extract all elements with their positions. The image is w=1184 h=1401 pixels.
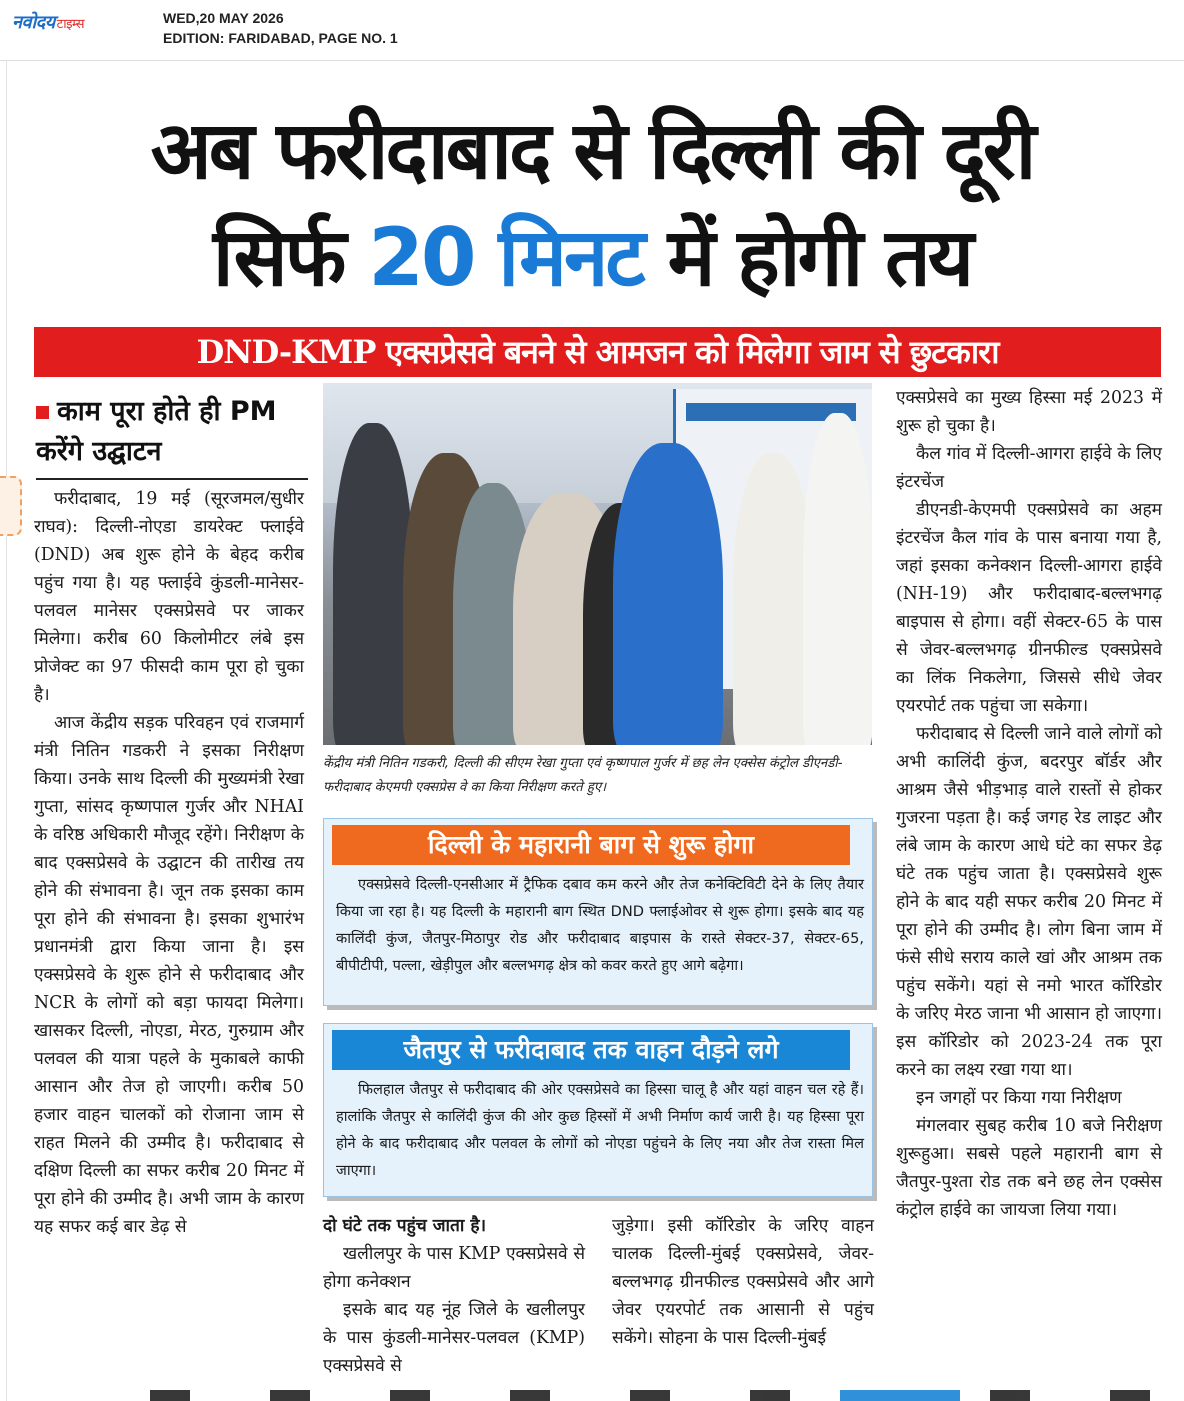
edition-info [163,8,398,48]
masthead-bar [0,0,1184,61]
paragraph: आज केंद्रीय सड़क परिवहन एवं राजमार्ग मंत्री नितिन गडकरी ने इसका निरीक्षण किया। उनके साथ दिल्ली की मुख्यमंत्री रेखा गुप्ता, सांसद कृष्णपाल गुर्जर और NHAI के वरिष्ठ अधिकारी मौजूद रहेंगे। निरीक्षण के बाद एक्सप्रेसवे के उद्घाटन की तारीख तय होने की संभावना है। जून तक इसका काम पूरा होने की संभावना है। इसका शुभारंभ प्रधानमंत्री द्वारा किया जाना है। इस एक्सप्रेसवे के शुरू होने से फरीदाबाद और NCR के लोगों को बड़ा फायदा मिलेगा। खासकर दिल्ली, नोएडा, मेरठ, गुरुग्राम और पलवल की यात्रा पहले के मुकाबले काफी आसान और तेज हो जाएगी। करीब 50 हजार वाहन चालकों को रोजाना जाम से राहत मिलने की उम्मीद है। फरीदाबाद से दक्षिण दिल्ली का सफर करीब 20 मिनट में पूरा होने की उम्मीद है। अभी जाम के कारण यह सफर कई बार डेढ़ से [34,713,304,1237]
next-headline-cutoff [150,1390,1184,1401]
article-column-3 [612,1212,874,1352]
info-box-text: फिलहाल जैतपुर से फरीदाबाद की ओर एक्सप्रेसवे का हिस्सा चालू है और यहां वाहन चल रहे हैं। हालांकि जैतपुर से कालिंदी कुंज की ओर कुछ हिस्सों में अभी निर्माण कार्य जारी है। यह हिस्सा पूरा होने के बाद फरीदाबाद और पलवल के लोगों को नोएडा पहुंचने के लिए नया और तेज रास्ता मिल जाएगा। [336,1081,864,1179]
info-box-jaitpur [323,1023,873,1197]
paragraph: एक्सप्रेसवे का मुख्य हिस्सा मई 2023 में शुरू हो चुका है। [896,388,1162,436]
issue-date: WED,20 MAY 2026 [163,10,284,26]
headline-strap: DND-KMP एक्सप्रेसवे बनने से आमजन को मिलेगा जाम से छुटकारा [34,327,1161,377]
headline-line-1: अब फरीदाबाद से दिल्ली की दूरी [150,104,1034,197]
paragraph: फरीदाबाद, 19 मई (सूरजमल/सुधीर राघव): दिल्ली-नोएडा डायरेक्ट फ्लाईवे (DND) अब शुरू होने के बेहद करीब पहुंच गया है। यह फ्लाईवे कुंडली-मानेसर-पलवल मानेसर एक्सप्रेसवे पर जाकर मिलेगा। करीब 60 किलोमीटर लंबे इस प्रोजेक्ट का 97 फीसदी काम पूरा हो चुका है। [34,489,304,705]
section-subheading: इन जगहों पर किया गया निरीक्षण [916,1088,1122,1108]
section-subheading: खलीलपुर के पास KMP एक्सप्रेसवे से होगा कनेक्शन [323,1244,585,1292]
info-box-title: जैतपुर से फरीदाबाद तक वाहन दौड़ने लगे [332,1030,850,1070]
divider [36,478,308,480]
edition-page: EDITION: FARIDABAD, PAGE NO. 1 [163,30,398,46]
red-square-bullet-icon [36,406,49,419]
photo-caption: केंद्रीय मंत्री नितिन गडकरी, दिल्ली की सीएम रेखा गुप्ता एवं कृष्णपाल गुर्जर में छह लेन एक्सेस कंट्रोल डीएनडी-फरीदाबाद केएमपी एक्सप्रेस वे का किया निरीक्षण करते हुए। [323,756,843,795]
side-tab-handle[interactable] [0,476,22,536]
newspaper-logo[interactable]: नवोदय टाइम्स [12,12,84,33]
article-column-2 [323,1212,585,1380]
paragraph: फरीदाबाद से दिल्ली जाने वाले लोगों को अभी कालिंदी कुंज, बदरपुर बॉर्डर और आश्रम जैसे भीड़भाड़ वाले रास्तों से होकर गुजरना पड़ता है। कई जगह रेड लाइट और लंबे जाम के कारण आधे घंटे का सफर डेढ़ घंटे तक पहुंच जाता है। एक्सप्रेसवे शुरू होने के बाद यही सफर करीब 20 मिनट में पूरा होने की उम्मीद है। लोग बिना जाम में फंसे सीधे सराय काले खां और आश्रम तक पहुंच सकेंगे। यहां से नमो भारत कॉरिडोर के जरिए मेरठ जाना भी आसान हो जाएगा। इस कॉरिडोर को 2023-24 तक पूरा करने का लक्ष्य रखा गया था। [896,724,1162,1080]
sub-headline: काम पूरा होते ही PM करेंगे उद्घाटन [36,396,277,467]
article-column-1 [34,485,304,1241]
article-column-4 [896,384,1162,1224]
info-box-text: एक्सप्रेसवे दिल्ली-एनसीआर में ट्रैफिक दबाव कम करने और तेज कनेक्टिविटी देने के लिए तैयार किया जा रहा है। यह दिल्ली के महारानी बाग स्थित DND फ्लाईओवर से शुरू होगा। इसके बाद यह कालिंदी कुंज, जैतपुर-मिठापुर रोड और फरीदाबाद बाइपास के रास्ते सेक्टर-37, सेक्टर-65, बीपीटीपी, पल्ला, खेड़ीपुल और बल्लभगढ़ क्षेत्र को कवर करते हुए आगे बढ़ेगा। [336,876,864,974]
section-subheading: कैल गांव में दिल्ली-आगरा हाईवे के लिए इंटरचेंज [896,444,1162,492]
paragraph: मंगलवार सुबह करीब 10 बजे निरीक्षण शुरूहुआ। सबसे पहले महारानी बाग से जैतपुर-पुश्ता रोड तक बने छह लेन एक्सेस कंट्रोल हाईवे का जायजा लिया गया। [896,1116,1162,1220]
info-box-maharani-bagh [323,818,873,1006]
paragraph: जुड़ेगा। इसी कॉरिडोर के जरिए वाहन चालक दिल्ली-मुंबई एक्सप्रेसवे, जेवर-बल्लभगढ़ ग्रीनफील्ड एक्सप्रेसवे और आगे जेवर एयरपोर्ट तक आसानी से पहुंच सकेंगे। सोहना के पास दिल्ली-मुंबई [612,1216,874,1348]
headline-line-2: सिर्फ 20 मिनट में होगी तय [212,211,972,304]
paragraph: दो घंटे तक पहुंच जाता है। [323,1216,487,1236]
paragraph: डीएनडी-केएमपी एक्सप्रेसवे का अहम इंटरचेंज कैल गांव के पास बनाया गया है, जहां इसका कनेक्शन दिल्ली-आगरा हाईवे (NH-19) और फरीदाबाद-बल्लभगढ़ बाइपास से होगा। वहीं सेक्टर-65 के पास से जेवर-बल्लभगढ़ ग्रीनफील्ड एक्सप्रेसवे का लिंक निकलेगा, जिससे सीधे जेवर एयरपोर्ट तक पहुंचा जा सकेगा। [896,500,1162,716]
news-photo [323,383,872,745]
paragraph: इसके बाद यह नूंह जिले के खलीलपुर के पास कुंडली-मानेसर-पलवल (KMP) एक्सप्रेसवे से [323,1300,585,1376]
info-box-title: दिल्ली के महारानी बाग से शुरू होगा [332,825,850,865]
headline-highlight: 20 मिनट [368,211,643,304]
